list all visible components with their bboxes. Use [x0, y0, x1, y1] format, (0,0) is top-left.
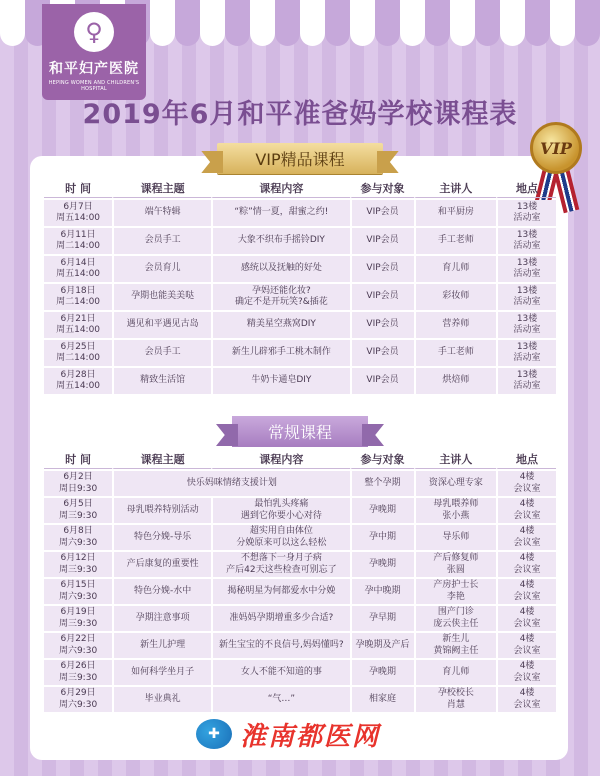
cell-speaker: 导乐师: [414, 525, 497, 550]
cell-time: [44, 579, 112, 604]
cell-room: 活动室: [513, 353, 541, 363]
cell-content: 新生儿辟邪手工桃木制作: [211, 340, 349, 366]
hospital-name-en: HEPING WOMEN AND CHILDREN'S HOSPITAL: [48, 80, 140, 92]
cell-room: 活动室: [513, 269, 541, 279]
cell-place: [496, 579, 556, 604]
cell-topic: 特色分娩-导乐: [112, 525, 211, 550]
cell-content: 孕妈还能化妆? 确定不是开玩笑?&插花: [211, 284, 349, 310]
cell-audience: 相家庭: [350, 687, 414, 712]
cell-audience: 孕中期: [350, 525, 414, 550]
cell-content: “粽”情一夏，甜蜜之约!: [211, 200, 349, 226]
cell-content: 女人不能不知道的事: [211, 660, 349, 685]
cell-date: 6月11日: [60, 229, 96, 240]
regular-course-table: [44, 447, 556, 714]
page-title: 2019年6月和平准爸妈学校课程表: [82, 99, 518, 130]
cell-date: 6月2日: [63, 472, 93, 483]
cell-place: [496, 633, 556, 658]
cell-time: [44, 633, 112, 658]
cell-date: 6月22日: [60, 634, 96, 645]
table-row: [44, 340, 556, 366]
cell-topic: 产后康复的重要性: [112, 552, 211, 577]
cell-audience: VIP会员: [350, 256, 414, 282]
cell-time: [44, 687, 112, 712]
cell-room: 会议室: [513, 699, 541, 710]
table-row: [44, 660, 556, 685]
cell-topic: 端午特辑: [112, 200, 211, 226]
cell-audience: 孕早期: [350, 606, 414, 631]
cell-floor: 4楼: [519, 526, 535, 537]
cell-date: 6月29日: [60, 688, 96, 699]
table-row: [44, 256, 556, 282]
cell-content: 精美星空燕窝DIY: [211, 312, 349, 338]
cell-room: 活动室: [513, 381, 541, 391]
cell-date: 6月8日: [63, 526, 93, 537]
cell-time: [44, 498, 112, 523]
cell-place: [496, 552, 556, 577]
cell-time: [44, 284, 112, 310]
cell-date: 6月21日: [60, 313, 96, 324]
cell-speaker: 育儿师: [414, 660, 497, 685]
cell-floor: 4楼: [519, 499, 535, 510]
cell-content: 快乐妈咪情绪支援计划: [112, 471, 349, 496]
cell-speaker: 和平厨房: [414, 200, 497, 226]
col-header-speaker: 主讲人: [414, 449, 497, 469]
cell-room: 会议室: [513, 618, 541, 629]
cell-speaker: 产后修复师 张圆: [414, 552, 497, 577]
cell-time: [44, 368, 112, 394]
table-row: [44, 525, 556, 550]
table-row: [44, 552, 556, 577]
cell-audience: 孕晚期: [350, 552, 414, 577]
cell-time: [44, 552, 112, 577]
cell-topic: 如何科学坐月子: [112, 660, 211, 685]
cell-content: 感统以及抚触的好处: [211, 256, 349, 282]
cell-place: [496, 525, 556, 550]
cell-content: 最怕乳头疼痛 遇到它你要小心对待: [211, 498, 349, 523]
cell-audience: 孕晚期及产后: [350, 633, 414, 658]
cell-speaker: 手工老师: [414, 228, 497, 254]
cell-topic: 特色分娩-水中: [112, 579, 211, 604]
regular-section-title: 常规课程: [232, 416, 368, 447]
cell-place: [496, 284, 556, 310]
table-row: [44, 606, 556, 631]
vip-table-header: [44, 178, 556, 198]
cell-speaker: 孕校校长 肖慧: [414, 687, 497, 712]
cell-date: 6月28日: [60, 369, 96, 380]
cell-topic: 孕期也能美美哒: [112, 284, 211, 310]
cell-date: 6月26日: [60, 661, 96, 672]
cell-date: 6月25日: [60, 341, 96, 352]
cell-weekday-time: 周五14:00: [56, 381, 101, 391]
cell-date: 6月15日: [60, 580, 96, 591]
hospital-name: 和平妇产医院: [49, 61, 139, 77]
cell-place: [496, 498, 556, 523]
regular-section-banner: [0, 416, 600, 447]
cell-place: [496, 200, 556, 226]
cell-content: 新生宝宝的不良信号,妈妈懂吗?: [211, 633, 349, 658]
cell-topic: 母乳喂养特别活动: [112, 498, 211, 523]
cell-weekday-time: 周日9:30: [58, 483, 98, 494]
cell-weekday-time: 周三9:30: [58, 564, 98, 575]
cell-floor: 4楼: [519, 607, 535, 618]
cell-floor: 4楼: [519, 580, 535, 591]
cell-place: [496, 368, 556, 394]
hospital-logo: [42, 4, 146, 100]
cell-floor: 4楼: [519, 634, 535, 645]
cell-weekday-time: 周五14:00: [56, 213, 101, 223]
cell-weekday-time: 周六9:30: [58, 591, 98, 602]
cell-room: 会议室: [513, 537, 541, 548]
cell-speaker: 手工老师: [414, 340, 497, 366]
cell-audience: VIP会员: [350, 312, 414, 338]
cell-room: 会议室: [513, 483, 541, 494]
col-header-speaker: 主讲人: [414, 178, 497, 198]
table-row: [44, 284, 556, 310]
cell-speaker: 营养师: [414, 312, 497, 338]
cell-audience: VIP会员: [350, 228, 414, 254]
cell-content: 超实用自由体位 分娩原来可以这么轻松: [211, 525, 349, 550]
cell-audience: 孕中晚期: [350, 579, 414, 604]
table-row: [44, 228, 556, 254]
cell-floor: 13楼: [516, 229, 538, 240]
cell-speaker: 围产门诊 庞云侠主任: [414, 606, 497, 631]
cell-audience: VIP会员: [350, 284, 414, 310]
cell-topic: 会员手工: [112, 340, 211, 366]
cell-time: [44, 228, 112, 254]
cell-date: 6月19日: [60, 607, 96, 618]
col-header-time: 时 间: [44, 449, 112, 469]
cell-floor: 13楼: [516, 369, 538, 380]
cell-weekday-time: 周二14:00: [56, 241, 101, 251]
cell-weekday-time: 周三9:30: [58, 510, 98, 521]
cell-room: 活动室: [513, 213, 541, 223]
cell-time: [44, 525, 112, 550]
col-header-place: 地点: [496, 178, 556, 198]
cell-topic: 遇见和平遇见古岛: [112, 312, 211, 338]
col-header-content: 课程内容: [211, 449, 349, 469]
cell-floor: 13楼: [516, 341, 538, 352]
cell-speaker: 母乳喂养师 张小燕: [414, 498, 497, 523]
cell-weekday-time: 周五14:00: [56, 269, 101, 279]
col-header-place: 地点: [496, 449, 556, 469]
cell-topic: 孕期注意事项: [112, 606, 211, 631]
col-header-topic: 课程主题: [112, 178, 211, 198]
cell-date: 6月5日: [63, 499, 93, 510]
cell-place: [496, 660, 556, 685]
cell-speaker: 育儿师: [414, 256, 497, 282]
col-header-audience: 参与对象: [350, 178, 414, 198]
cell-content: 准妈妈孕期增重多少合适?: [211, 606, 349, 631]
cell-audience: 孕晚期: [350, 660, 414, 685]
cell-topic: 会员育儿: [112, 256, 211, 282]
cell-content: “气…”: [211, 687, 349, 712]
vip-course-table: [44, 176, 556, 396]
cell-floor: 4楼: [519, 661, 535, 672]
cell-date: 6月12日: [60, 553, 96, 564]
cell-place: [496, 687, 556, 712]
cell-speaker: 烘焙师: [414, 368, 497, 394]
watermark-logo-icon: ✚: [196, 719, 232, 749]
cell-weekday-time: 周二14:00: [56, 353, 101, 363]
cell-weekday-time: 周六9:30: [58, 537, 98, 548]
cell-speaker: 新生儿 黄锦阙主任: [414, 633, 497, 658]
cell-audience: 孕晚期: [350, 498, 414, 523]
table-row: [44, 579, 556, 604]
cell-floor: 4楼: [519, 688, 535, 699]
cell-weekday-time: 周五14:00: [56, 325, 101, 335]
col-header-time: 时 间: [44, 178, 112, 198]
cell-content: 大象不织布手摇铃DIY: [211, 228, 349, 254]
cell-room: 活动室: [513, 325, 541, 335]
cell-topic: 毕业典礼: [112, 687, 211, 712]
cell-floor: 4楼: [519, 472, 535, 483]
cell-audience: VIP会员: [350, 368, 414, 394]
cell-room: 活动室: [513, 297, 541, 307]
cell-room: 会议室: [513, 510, 541, 521]
cell-time: [44, 200, 112, 226]
cell-place: [496, 228, 556, 254]
table-row: [44, 312, 556, 338]
cell-weekday-time: 周三9:30: [58, 672, 98, 683]
cell-room: 会议室: [513, 645, 541, 656]
cell-place: [496, 606, 556, 631]
col-header-audience: 参与对象: [350, 449, 414, 469]
vip-section-title: VIP精品课程: [217, 143, 382, 174]
cell-content: 不想落下一身月子病 产后42天这些检查可别忘了: [211, 552, 349, 577]
cell-audience: VIP会员: [350, 200, 414, 226]
cell-floor: 13楼: [516, 201, 538, 212]
cell-place: [496, 340, 556, 366]
cell-topic: 新生儿护理: [112, 633, 211, 658]
cell-time: [44, 256, 112, 282]
cell-speaker: 彩妆师: [414, 284, 497, 310]
table-row: [44, 368, 556, 394]
cell-time: [44, 660, 112, 685]
cell-floor: 13楼: [516, 257, 538, 268]
cell-audience: 整个孕期: [350, 471, 414, 496]
cell-room: 活动室: [513, 241, 541, 251]
cell-weekday-time: 周二14:00: [56, 297, 101, 307]
table-row: [44, 633, 556, 658]
cell-floor: 13楼: [516, 313, 538, 324]
table-row: [44, 471, 556, 496]
vip-section-banner: [0, 143, 600, 174]
cell-time: [44, 471, 112, 496]
cell-topic: 精致生活馆: [112, 368, 211, 394]
cell-floor: 13楼: [516, 285, 538, 296]
table-row: [44, 498, 556, 523]
cell-place: [496, 471, 556, 496]
cell-content: 牛奶卡通皂DIY: [211, 368, 349, 394]
cell-weekday-time: 周六9:30: [58, 645, 98, 656]
cell-time: [44, 606, 112, 631]
table-row: [44, 200, 556, 226]
cell-date: 6月14日: [60, 257, 96, 268]
col-header-topic: 课程主题: [112, 449, 211, 469]
cell-weekday-time: 周六9:30: [58, 699, 98, 710]
cell-weekday-time: 周三9:30: [58, 618, 98, 629]
hospital-logo-icon: ♀: [74, 12, 114, 52]
cell-place: [496, 256, 556, 282]
cell-date: 6月18日: [60, 285, 96, 296]
watermark-text: 淮南都医网: [240, 721, 381, 752]
watermark: [196, 712, 416, 756]
cell-time: [44, 340, 112, 366]
cell-place: [496, 312, 556, 338]
cell-speaker: 资深心理专家: [414, 471, 497, 496]
cell-content: 揭秘明星为何都爱水中分娩: [211, 579, 349, 604]
col-header-content: 课程内容: [211, 178, 349, 198]
vip-medal-label: VIP: [530, 122, 582, 174]
cell-room: 会议室: [513, 672, 541, 683]
table-row: [44, 687, 556, 712]
cell-audience: VIP会员: [350, 340, 414, 366]
cell-room: 会议室: [513, 591, 541, 602]
cell-topic: 会员手工: [112, 228, 211, 254]
cell-room: 会议室: [513, 564, 541, 575]
cell-time: [44, 312, 112, 338]
cell-floor: 4楼: [519, 553, 535, 564]
cell-date: 6月7日: [63, 201, 93, 212]
regular-table-header: [44, 449, 556, 469]
cell-speaker: 产房护士长 李艳: [414, 579, 497, 604]
